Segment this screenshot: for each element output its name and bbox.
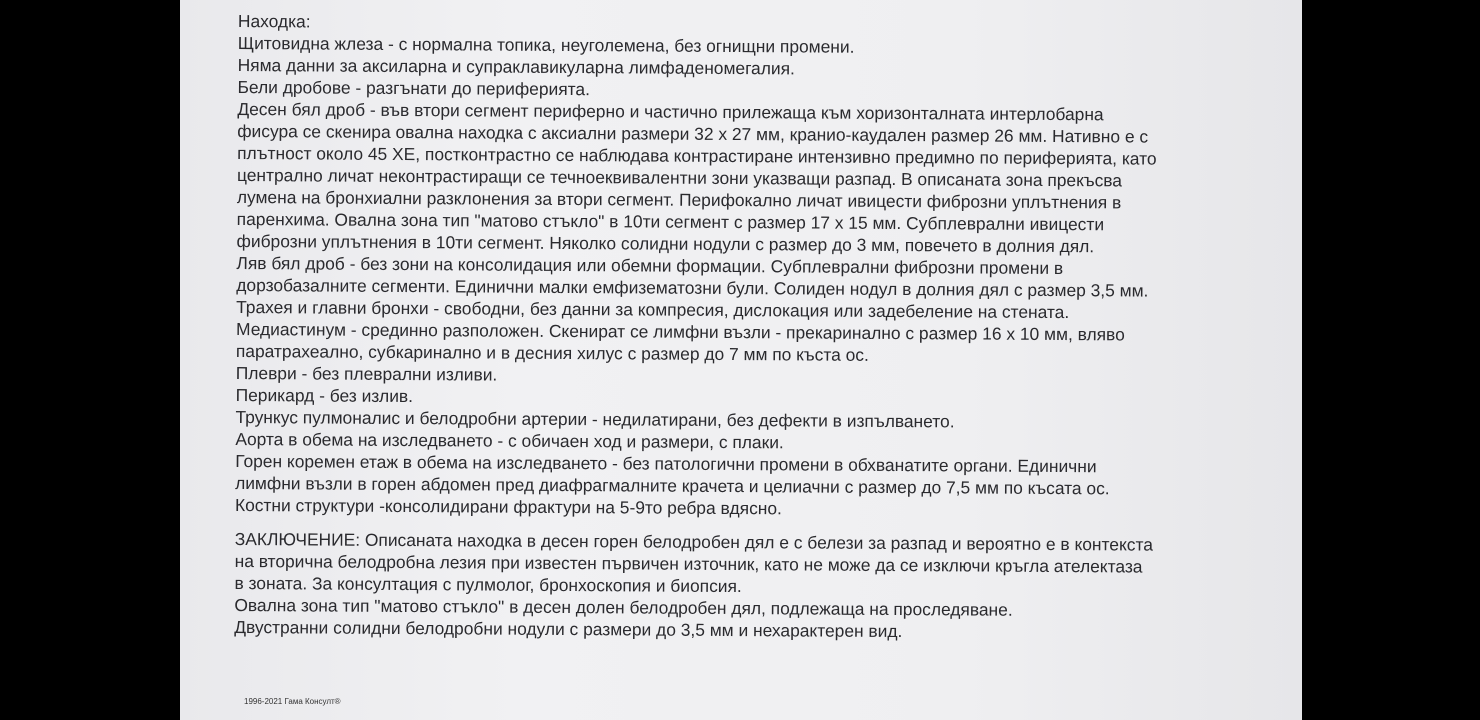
findings-line: Перикард - без излив. [235,384,414,407]
findings-heading: Находка: [237,10,311,32]
findings-line: Горен коремен етаж в обема на изследването - без патологични промени в обхванатите органи. Единични [235,450,1097,477]
findings-line: плътност около 45 ХЕ, постконтрастно се наблюдава контрастиране интензивно предимно по периферията, като [237,142,1157,169]
conclusion-line: в зоната. За консултация с пулмолог, бронхоскопия и биопсия. [234,572,742,597]
software-footer: 1996-2021 Гама Консулт® [244,697,341,706]
findings-line: Десен бял дроб - във втори сегмент периферно и частично прилежаща към хоризонталната интерлобарна [237,98,1104,125]
findings-line: Аорта в обема на изследването - с обичаен ход и размери, с плаки. [235,428,784,453]
findings-line: Бели дробове - разгънати до периферията. [237,76,591,100]
findings-line: Костни структури -консолидирани фрактури на 5-9то ребра вдясно. [234,494,782,519]
findings-line: фиброзни уплътнения в 10ти сегмент. Няколко солидни нодули с размер до 3 мм, повечето в долния дял. [236,230,1095,257]
findings-line: Трахея и главни бронхи - свободни, без данни за компресия, дислокация или задебеление на стената. [236,296,1070,323]
findings-line: паренхима. Овална зона тип "матово стъкло" в 10ти сегмент с размер 17 х 15 мм. Субплеврални ивицести [236,208,1105,235]
findings-line: Щитовидна жлеза - с нормална топика, неуголемена, без огнищни промени. [237,32,855,57]
findings-line: централно личат неконтрастиращи се течноеквивалентни зони указващи разпад. В описаната зона прекъсва [236,164,1123,191]
findings-line: Трункус пулмоналис и белодробни артерии - недилатирани, без дефекти в изпълването. [235,406,955,432]
findings-line: Няма данни за аксиларна и супраклавикуларна лимфаденомегалия. [237,54,795,79]
findings-line: Плеври - без плеврални изливи. [235,362,498,385]
findings-line: Медиастинум - срединно разположен. Скенират се лимфни възли - прекаринално с размер 16 х 10 мм, вляво [235,318,1125,345]
report-text [234,10,1288,644]
findings-line: Ляв бял дроб - без зони на консолидация или обемни формации. Субплеврални фиброзни промени в [236,252,1064,279]
conclusion-line: Двустранни солидни белодробни нодули с размери до 3,5 мм и нехарактерен вид. [234,616,903,642]
conclusion-line: ЗАКЛЮЧЕНИЕ: Описаната находка в десен горен белодробен дял е с белези за разпад и вероятно е в контекста [234,528,1154,555]
findings-line: дорзобазалните сегменти. Единични малки емфизематозни були. Солиден нодул в долния дял с размер 3,5 мм. [236,274,1149,301]
findings-line: паратрахеално, субкаринално и в десния хилус с размер до 7 мм по къста ос. [235,340,869,365]
conclusion-section [234,528,1285,644]
findings-line: лумена на бронхиални разклонения за втори сегмент. Перифокално личат ивицести фиброзни уплътнения в [236,186,1122,213]
conclusion-line: на вторична белодробна лезия при известен първичен източник, като не може да се изключи кръгла ателектаза [234,550,1143,577]
document-page [180,0,1302,720]
findings-section [235,10,1288,522]
findings-line: лимфни възли в горен абдомен пред диафрагмалните крачета и целиачни с размер до 7,5 мм по късата ос. [235,472,1110,499]
conclusion-line: Овална зона тип "матово стъкло" в десен долен белодробен дял, подлежаща на проследяване. [234,594,1013,620]
findings-line: фисура се скенира овална находка с аксиални размери 32 х 27 мм, кранио-каудален размер 26 мм. Нативно е с [237,120,1149,147]
